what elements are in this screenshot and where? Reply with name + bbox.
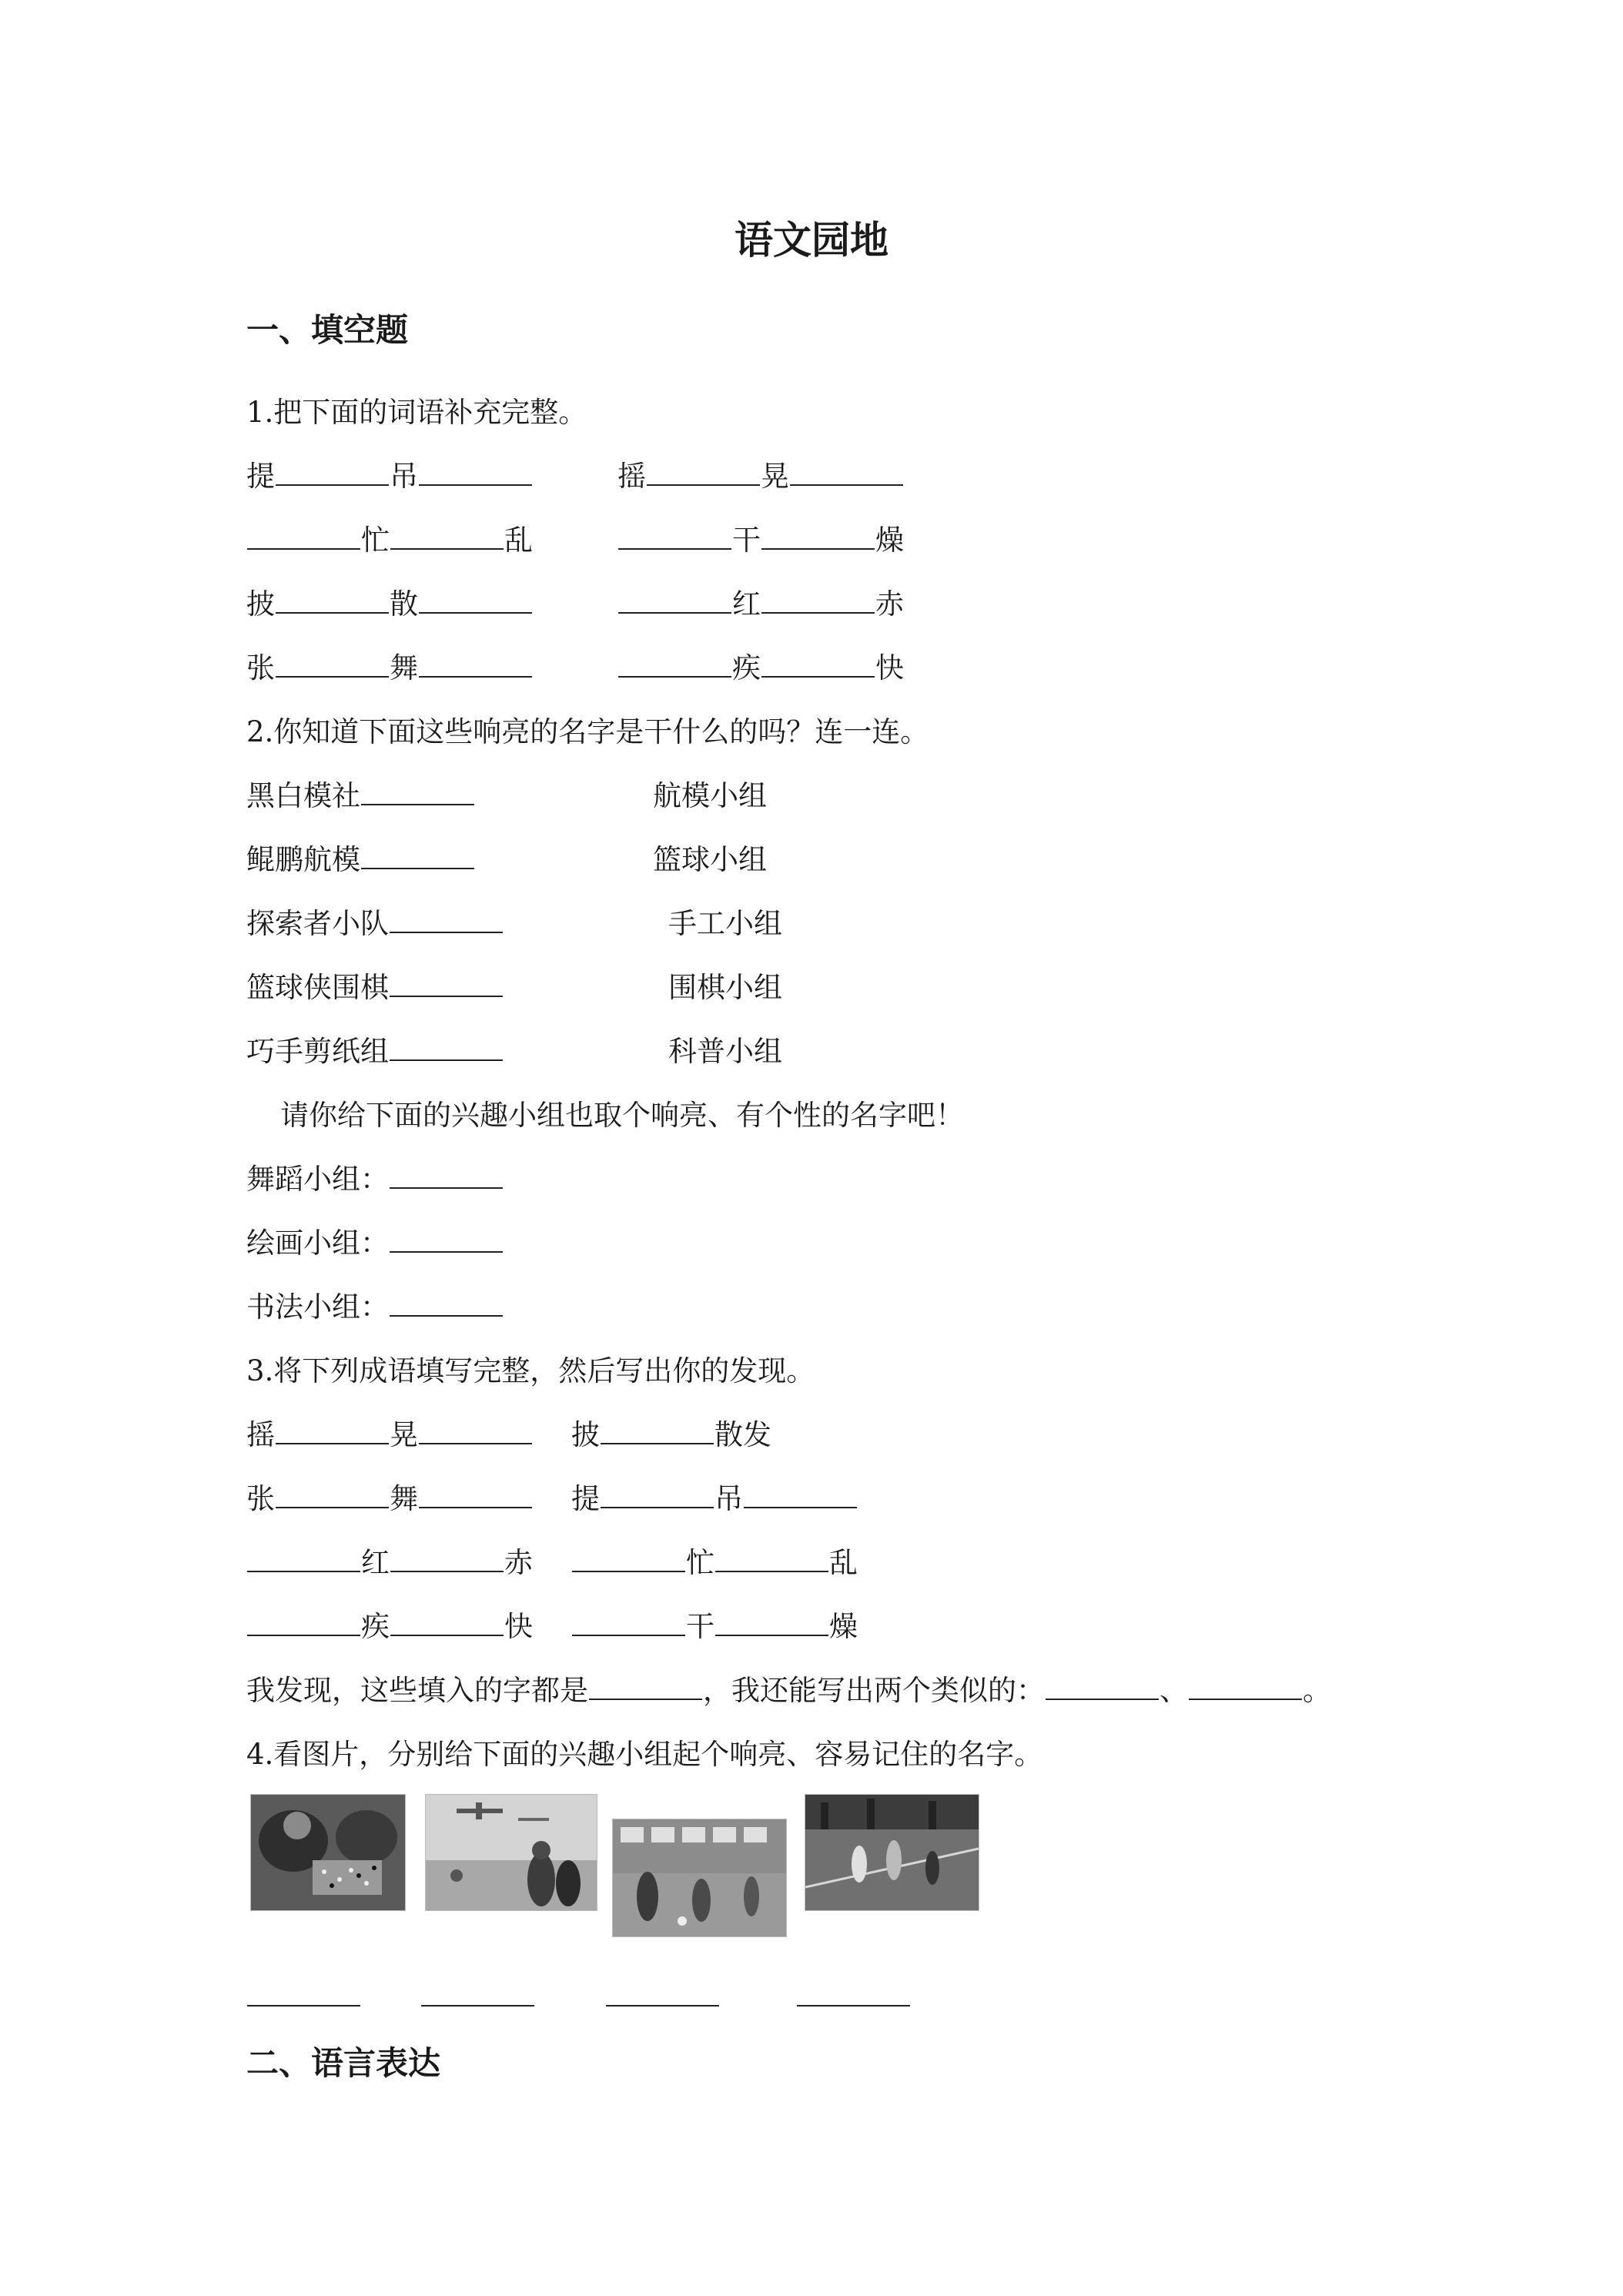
char: 干 — [686, 1610, 714, 1643]
q2-fill-item — [246, 1227, 504, 1260]
answer-blank[interactable] — [276, 460, 389, 486]
char: 乱 — [829, 1546, 858, 1579]
char: 乱 — [504, 524, 533, 557]
q1-prompt: 1.把下面的词语补充完整。 — [246, 396, 587, 429]
char: 摇 — [617, 460, 646, 493]
q4-answer-line — [246, 1980, 361, 2014]
q4-prompt: 4.看图片，分别给下面的兴趣小组起个响亮、容易记住的名字。 — [246, 1738, 1043, 1771]
char: 晃 — [761, 460, 789, 493]
answer-blank[interactable] — [390, 1610, 504, 1636]
q2-name-item — [246, 843, 475, 877]
q3-row-3-left — [246, 1546, 533, 1580]
answer-blank[interactable] — [419, 460, 532, 486]
answer-blank[interactable] — [715, 1610, 828, 1636]
answer-blank[interactable] — [390, 1546, 504, 1572]
q3-row-3-right — [571, 1546, 858, 1580]
char: 张 — [246, 1482, 275, 1515]
q2-name-item — [246, 779, 475, 813]
answer-blank[interactable] — [390, 1227, 503, 1253]
q2-group-item[interactable]: 篮球小组 — [653, 843, 767, 876]
char: 疾 — [361, 1610, 390, 1643]
char: 晃 — [390, 1418, 418, 1451]
finding-text: ，我还能写出两个类似的： — [703, 1674, 1045, 1707]
q2-group-item[interactable]: 围棋小组 — [668, 971, 782, 1004]
answer-blank[interactable] — [1046, 1674, 1159, 1700]
answer-blank[interactable] — [761, 651, 875, 678]
q2-group-item[interactable]: 科普小组 — [668, 1035, 782, 1068]
finding-text: 。 — [1303, 1674, 1331, 1707]
answer-blank[interactable] — [247, 1980, 360, 2006]
answer-blank[interactable] — [276, 1482, 389, 1508]
photo-chess — [250, 1794, 406, 1911]
char: 忙 — [361, 524, 390, 557]
answer-blank[interactable] — [276, 651, 389, 678]
char: 干 — [732, 524, 761, 557]
answer-blank[interactable] — [276, 587, 389, 614]
answer-blank[interactable] — [247, 1546, 360, 1572]
char: 燥 — [875, 524, 904, 557]
q1-row-2-right — [617, 524, 904, 557]
char: 红 — [732, 587, 761, 621]
char: 提 — [571, 1482, 600, 1515]
fill-label: 绘画小组： — [246, 1227, 389, 1260]
photo-field-game — [805, 1794, 979, 1911]
photo-model-plane — [425, 1794, 597, 1911]
answer-blank[interactable] — [390, 1035, 503, 1061]
q1-row-4-right — [617, 651, 904, 685]
answer-blank[interactable] — [606, 1980, 719, 2006]
answer-blank[interactable] — [390, 524, 504, 550]
q2-prompt: 2.你知道下面这些响亮的名字是干什么的吗？连一连。 — [246, 715, 929, 748]
answer-blank[interactable] — [390, 971, 503, 997]
answer-blank[interactable] — [361, 779, 474, 805]
club-name: 黑白模社 — [246, 779, 360, 812]
char: 吊 — [714, 1482, 743, 1515]
answer-blank[interactable] — [1189, 1674, 1302, 1700]
finding-text: 我发现，这些填入的字都是 — [246, 1674, 588, 1707]
answer-blank[interactable] — [601, 1418, 714, 1444]
answer-blank[interactable] — [247, 524, 360, 550]
char: 红 — [361, 1546, 390, 1579]
q3-row-2-left — [246, 1482, 533, 1516]
char: 疾 — [732, 651, 761, 684]
answer-blank[interactable] — [572, 1610, 685, 1636]
char: 提 — [246, 460, 275, 493]
char: 散 — [390, 587, 418, 621]
char: 摇 — [246, 1418, 275, 1451]
char: 快 — [875, 651, 904, 684]
finding-text: 、 — [1160, 1674, 1188, 1707]
answer-blank[interactable] — [572, 1546, 685, 1572]
answer-blank[interactable] — [419, 1418, 532, 1444]
answer-blank[interactable] — [618, 651, 731, 678]
q1-row-3-right — [617, 587, 904, 621]
fill-label: 舞蹈小组： — [246, 1163, 389, 1196]
char: 赤 — [504, 1546, 533, 1579]
char: 舞 — [390, 651, 418, 684]
answer-blank[interactable] — [419, 587, 532, 614]
q4-answer-line — [420, 1980, 535, 2014]
q2-name-item — [246, 1035, 504, 1069]
q2-fill-item — [246, 1163, 504, 1197]
answer-blank[interactable] — [647, 460, 760, 486]
char: 燥 — [829, 1610, 858, 1643]
answer-blank[interactable] — [744, 1482, 857, 1508]
char: 快 — [504, 1610, 533, 1643]
q1-row-1-right — [617, 460, 904, 494]
q1-row-4-left — [246, 651, 533, 685]
club-name: 篮球侠围棋 — [246, 971, 389, 1004]
page-title: 语文园地 — [735, 217, 888, 263]
q3-row-1-left — [246, 1418, 533, 1452]
q2-group-item[interactable]: 航模小组 — [653, 779, 767, 812]
club-name: 探索者小队 — [246, 907, 389, 940]
answer-blank[interactable] — [419, 1482, 532, 1508]
answer-blank[interactable] — [601, 1482, 714, 1508]
answer-blank[interactable] — [390, 1163, 503, 1189]
q1-row-1-left — [246, 460, 533, 494]
q2-sub-prompt: 请你给下面的兴趣小组也取个响亮、有个性的名字吧！ — [280, 1099, 964, 1132]
answer-blank[interactable] — [361, 843, 474, 869]
answer-blank[interactable] — [247, 1610, 360, 1636]
q2-fill-item — [246, 1290, 504, 1324]
answer-blank[interactable] — [618, 587, 731, 614]
q2-name-item — [246, 971, 504, 1005]
char: 张 — [246, 651, 275, 684]
answer-blank[interactable] — [390, 1290, 503, 1317]
fill-label: 书法小组： — [246, 1290, 389, 1324]
q3-row-1-right — [571, 1418, 771, 1452]
q2-name-item — [246, 907, 504, 941]
answer-blank[interactable] — [790, 460, 903, 486]
answer-blank[interactable] — [761, 587, 875, 614]
char: 忙 — [686, 1546, 714, 1579]
answer-blank[interactable] — [715, 1546, 828, 1572]
answer-blank[interactable] — [419, 651, 532, 678]
club-name: 巧手剪纸组 — [246, 1035, 389, 1068]
q2-group-item[interactable]: 手工小组 — [668, 907, 782, 940]
answer-blank[interactable] — [618, 524, 731, 550]
answer-blank[interactable] — [421, 1980, 534, 2006]
char: 舞 — [390, 1482, 418, 1515]
char: 吊 — [390, 460, 418, 493]
answer-blank[interactable] — [761, 524, 875, 550]
char: 披 — [571, 1418, 600, 1451]
answer-blank[interactable] — [589, 1674, 702, 1700]
q4-answer-line — [796, 1980, 911, 2014]
section-heading-2: 二、语言表达 — [246, 2044, 441, 2082]
q3-row-2-right — [571, 1482, 858, 1516]
char: 散发 — [714, 1418, 771, 1451]
q1-row-2-left — [246, 524, 533, 557]
section-heading-1: 一、填空题 — [246, 311, 409, 349]
char: 赤 — [875, 587, 904, 621]
q1-row-3-left — [246, 587, 533, 621]
q4-answer-line — [605, 1980, 720, 2014]
q3-row-4-left — [246, 1610, 533, 1644]
answer-blank[interactable] — [276, 1418, 389, 1444]
photo-football — [612, 1819, 787, 1937]
q3-row-4-right — [571, 1610, 858, 1644]
q3-prompt: 3.将下列成语填写完整，然后写出你的发现。 — [246, 1354, 815, 1387]
answer-blank[interactable] — [797, 1980, 910, 2006]
club-name: 鲲鹏航模 — [246, 843, 360, 876]
char: 披 — [246, 587, 275, 621]
answer-blank[interactable] — [390, 907, 503, 933]
q3-finding — [246, 1674, 1331, 1708]
